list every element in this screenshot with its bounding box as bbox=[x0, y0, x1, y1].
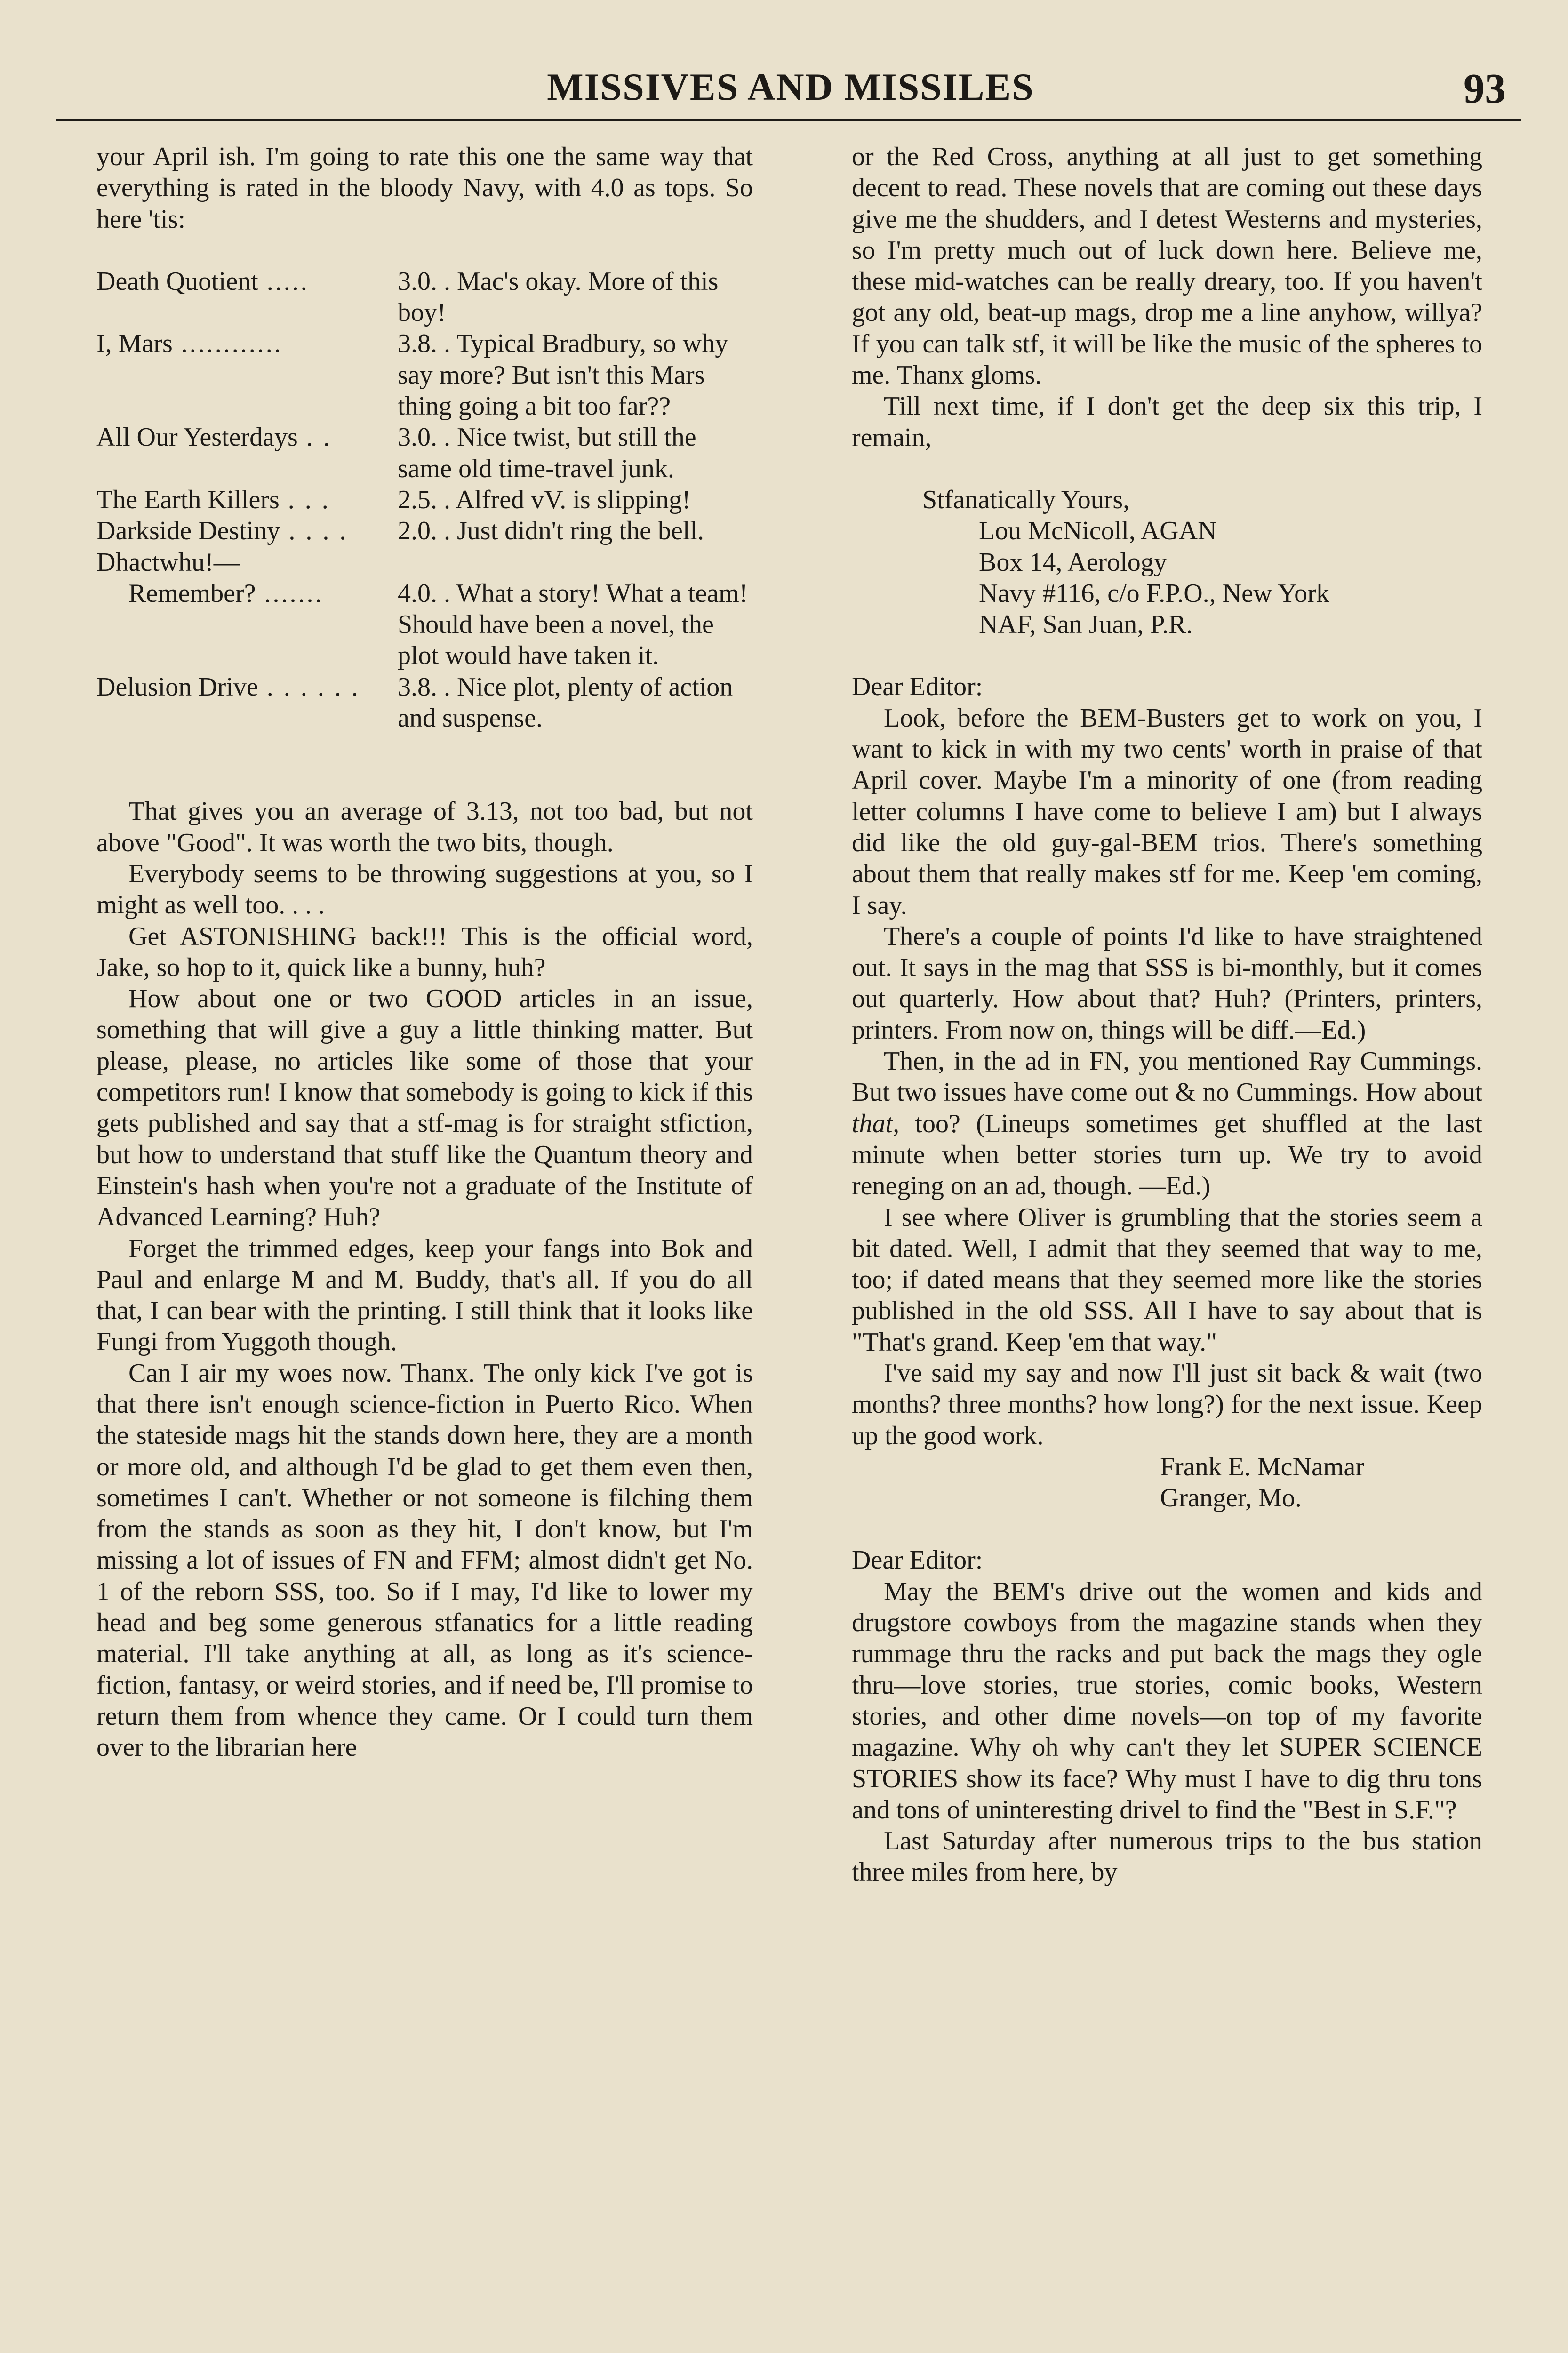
rating-entry: Death Quotient ..... 3.0. . Mac's okay. More of this boy! bbox=[96, 266, 753, 328]
story-title: Remember? bbox=[128, 578, 256, 608]
story-title: Darkside Destiny bbox=[96, 516, 280, 546]
rating-entry: I, Mars ............ 3.8. . Typical Bradbury, so why say more? But isn't this Mars thing going a bit too far?? bbox=[96, 328, 753, 422]
paragraph: Forget the trimmed edges, keep your fangs into Bok and Paul and enlarge M and M. Buddy, that's all. If you do all that, I can bear with the printing. I still think that it looks like Fungi from Yuggoth though. bbox=[96, 1233, 753, 1357]
paragraph: I've said my say and now I'll just sit back & wait (two months? three months? how long?) for the next issue. Keep up the good work. bbox=[852, 1358, 1482, 1450]
rating-entry: Remember? ....... 4.0. . What a story! What a team! Should have been a novel, the plot would have taken it. bbox=[96, 578, 753, 672]
signature-line: NAF, San Juan, P.R. bbox=[979, 610, 1193, 640]
salutation: Dear Editor: bbox=[852, 672, 983, 702]
right-column bbox=[852, 141, 1482, 1888]
page-header bbox=[71, 56, 1511, 118]
salutation: Dear Editor: bbox=[852, 1545, 983, 1575]
paragraph: Then, in the ad in FN, you mentioned Ray Cummings. But two issues have come out & no Cummings. How about that, too? (Lineups sometimes get shuffled at the last minute when better stories turn up. We try to avoid reneging on an ad, though. —Ed.) bbox=[852, 1047, 1482, 1201]
paragraph: How about one or two GOOD articles in an issue, something that will give a guy a little thinking matter. But please, please, no articles like some of those that your competitors run! I know that somebody is going to kick if this gets published and say that a stf-mag is for straight stfiction, but how to understand that stuff like the Quantum theory and Einstein's hash when you're not a graduate of the Institute of Advanced Learning? Huh? bbox=[96, 984, 753, 1232]
paragraph: Everybody seems to be throwing suggestions at you, so I might as well too. . . . bbox=[96, 859, 753, 920]
paragraph: That gives you an average of 3.13, not too bad, but not above "Good". It was worth the two bits, though. bbox=[96, 797, 753, 857]
column-gutter bbox=[805, 136, 806, 2353]
header-rule bbox=[56, 119, 1521, 121]
valediction: Stfanatically Yours, bbox=[922, 485, 1130, 514]
rating-entry: The Earth Killers . . . 2.5. . Alfred vV. is slipping! bbox=[96, 484, 753, 515]
letter-closing: Till next time, if I don't get the deep six this trip, I remain, bbox=[852, 392, 1482, 452]
letter-continuation: or the Red Cross, anything at all just to get something decent to read. These novels that are coming out these days give me the shudders, and I detest Westerns and mysteries, so I'm pretty much out of luck down here. Believe me, these mid-watches can be really dreary, too. If you haven't got any old, beat-up mags, drop me a line anyhow, willya? If you can talk stf, it will be like the music of the spheres to me. Thanx gloms. bbox=[852, 142, 1482, 390]
paragraph: Last Saturday after numerous trips to the bus station three miles from here, by bbox=[852, 1826, 1482, 1887]
rating-entry: Delusion Drive . . . . . . 3.8. . Nice plot, plenty of action and suspense. bbox=[96, 672, 753, 734]
paragraph: Can I air my woes now. Thanx. The only kick I've got is that there isn't enough science-fiction in Puerto Rico. When the stateside mags hit the stands down here, they are a month or more old, and although I'd be glad to get them even then, sometimes I can't. Whether or not someone is filching them from the stands as soon as they hit, I don't know, but I'm missing a lot of issues of FN and FFM; almost didn't get No. 1 of the reborn SSS, too. So if I may, I'd like to lower my head and beg some generous stfanatics for a little reading material. I'll take anything at all, as long as it's science-fiction, fantasy, or weird stories, and if need be, I'll promise to return them from whence they came. Or I could turn them over to the librarian here bbox=[96, 1358, 753, 1762]
story-title: All Our Yesterdays bbox=[96, 423, 298, 452]
rating-entry: All Our Yesterdays . . 3.0. . Nice twist, but still the same old time-travel junk. bbox=[96, 422, 753, 484]
running-title: MISSIVES AND MISSILES bbox=[547, 65, 1034, 108]
story-title: The Earth Killers bbox=[96, 485, 280, 514]
signature-block bbox=[852, 484, 1482, 640]
rating-comment: 3.8. . Nice plot, plenty of action and suspense. bbox=[398, 672, 733, 733]
signature-line: Navy #116, c/o F.P.O., New York bbox=[979, 578, 1329, 608]
rating-comment: 3.0. . Mac's okay. More of this boy! bbox=[398, 266, 719, 328]
story-title: Death Quotient bbox=[96, 266, 258, 296]
rating-comment: 2.5. . Alfred vV. is slipping! bbox=[398, 485, 691, 514]
story-title: Delusion Drive bbox=[96, 672, 258, 702]
letter-intro: your April ish. I'm going to rate this one the same way that everything is rated in the bloody Navy, with 4.0 as tops. So here 'tis: bbox=[96, 142, 753, 234]
paragraph: May the BEM's drive out the women and kids and drugstore cowboys from the magazine stands when they rummage thru the racks and put back the mags they ogle thru—love stories, true stories, comic books, Western stories, and other dime novels—on top of my favorite magazine. Why oh why can't they let SUPER SCIENCE STORIES show its face? Why must I have to dig thru tons and tons of uninteresting drivel to find the "Best in S.F."? bbox=[852, 1577, 1482, 1825]
rating-comment: 2.0. . Just didn't ring the bell. bbox=[398, 516, 704, 546]
rating-comment: 3.8. . Typical Bradbury, so why say more? But isn't this Mars thing going a bit too far?? bbox=[398, 329, 728, 421]
emphasis: that, bbox=[852, 1109, 900, 1138]
page-number: 93 bbox=[1464, 65, 1506, 112]
signature-line: Granger, Mo. bbox=[1160, 1483, 1302, 1513]
paragraph: Get ASTONISHING back!!! This is the official word, Jake, so hop to it, quick like a bunny, huh? bbox=[96, 921, 753, 982]
story-title-first-line: Dhactwhu!— bbox=[96, 547, 240, 577]
paragraph: I see where Oliver is grumbling that the stories seem a bit dated. Well, I admit that they seemed that way to me, too; if dated means that they seemed more like the stories published in the old SSS. All I have to say about that is "That's grand. Keep 'em that way." bbox=[852, 1202, 1482, 1357]
left-column bbox=[96, 141, 753, 1763]
signature-line: Box 14, Aerology bbox=[979, 547, 1167, 577]
rating-comment: 4.0. . What a story! What a team! Should have been a novel, the plot would have taken it. bbox=[398, 578, 748, 671]
story-title: I, Mars bbox=[96, 329, 173, 359]
paragraph: There's a couple of points I'd like to have straightened out. It says in the mag that SSS is bi-monthly, but it comes out quarterly. How about that? Huh? (Printers, printers, printers. From now on, things will be diff.—Ed.) bbox=[852, 921, 1482, 1045]
signature-line: Lou McNicoll, AGAN bbox=[979, 516, 1217, 546]
signature-block bbox=[852, 1451, 1482, 1514]
paragraph: Look, before the BEM-Busters get to work on you, I want to kick in with my two cents' worth in praise of that April cover. Maybe I'm a minority of one (from reading letter columns I have come to believe I am) but I always did like the old guy-gal-BEM trios. There's something about them that really makes stf for me. Keep 'em coming, I say. bbox=[852, 703, 1482, 920]
rating-comment: 3.0. . Nice twist, but still the same old time-travel junk. bbox=[398, 423, 696, 483]
signature-line: Frank E. McNamar bbox=[1160, 1452, 1364, 1481]
rating-entry: Darkside Destiny . . . . 2.0. . Just didn't ring the bell. bbox=[96, 515, 753, 546]
